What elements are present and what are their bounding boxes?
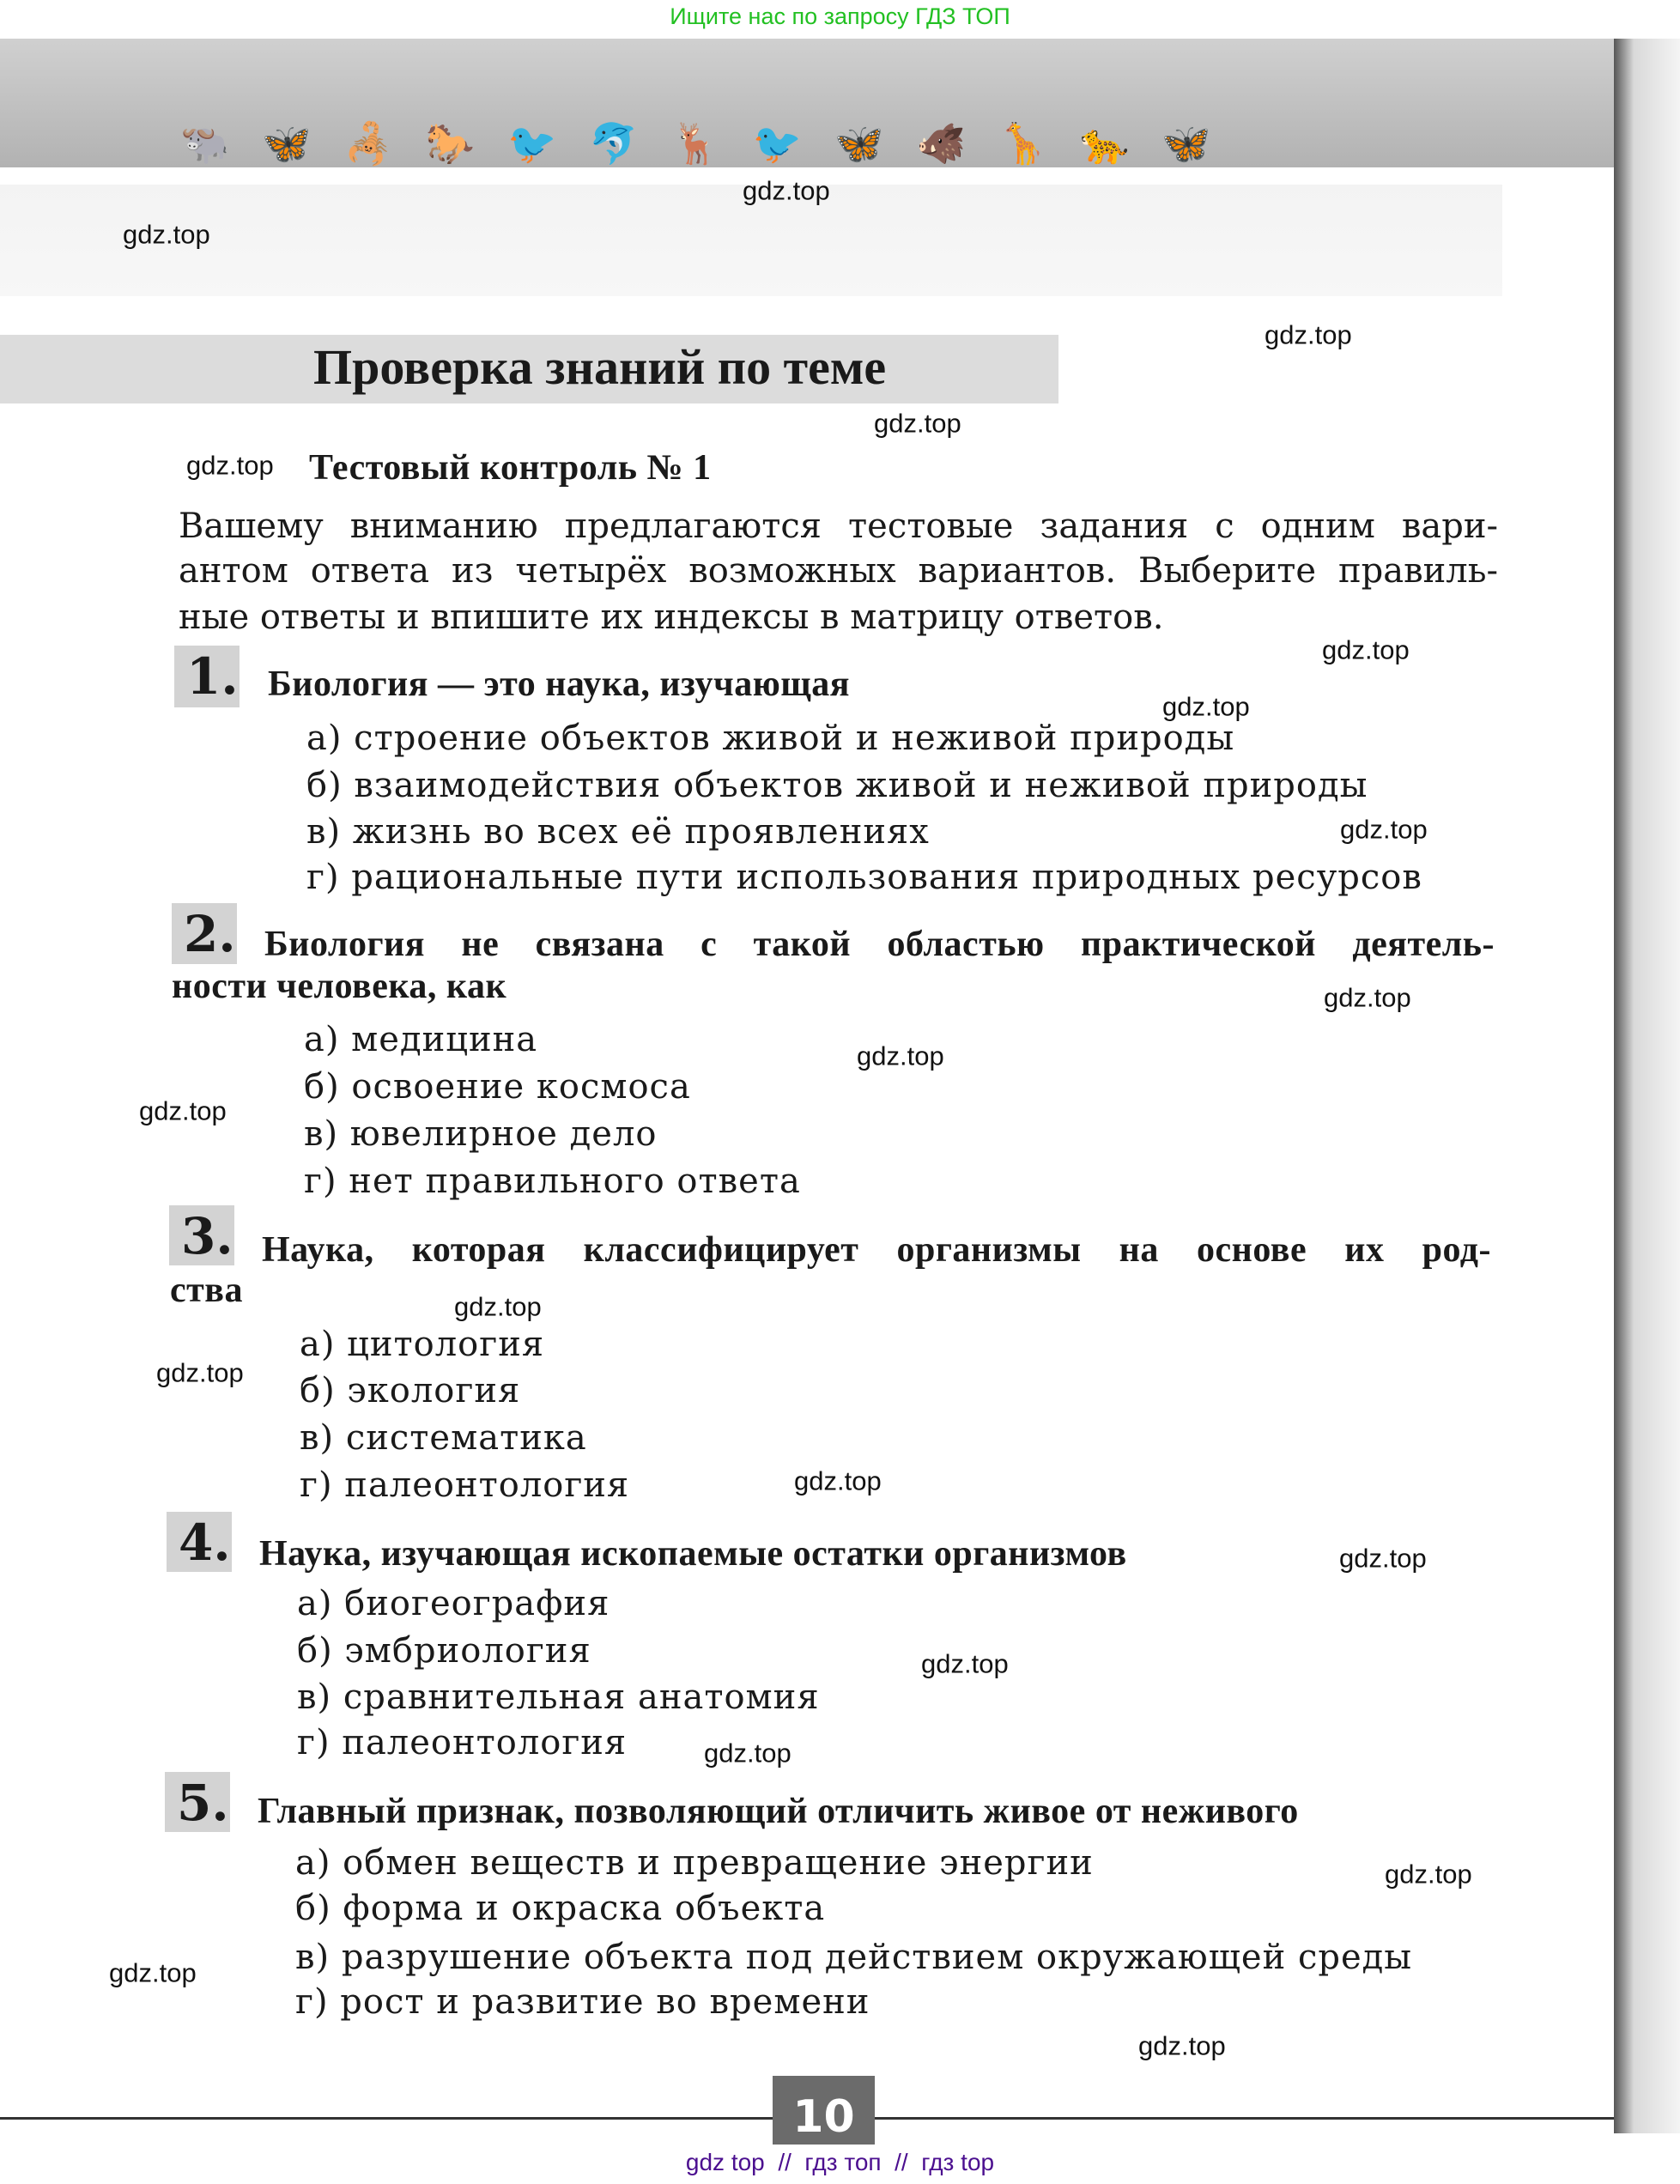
test-subtitle: Тестовый контроль № 1	[309, 447, 712, 488]
question-text: Главный признак, позволяющий отличить живое от неживого	[258, 1791, 1299, 1831]
intro-line: ные ответы и впишите их индексы в матрицу ответов.	[179, 598, 1164, 637]
answer-option[interactable]: в) ювелирное дело	[304, 1114, 658, 1154]
watermark[interactable]: gdz.top	[123, 219, 210, 250]
watermark[interactable]: gdz.top	[1340, 814, 1428, 845]
answer-option[interactable]: в) систематика	[300, 1418, 587, 1458]
answer-option[interactable]: б) экология	[300, 1371, 521, 1410]
intro-line: Вашему вниманию предлагаются тестовые задания с одним вари-	[179, 507, 1498, 546]
watermark[interactable]: gdz.top	[1324, 982, 1411, 1013]
watermark[interactable]: gdz.top	[1339, 1543, 1427, 1574]
answer-option[interactable]: а) обмен веществ и превращение энергии	[295, 1843, 1094, 1883]
animal-silhouettes-icon: 🐃🦋🦂🐎🐦🐬🦌🐦🦋🐗🦒🐆🦋	[180, 120, 1244, 167]
watermark[interactable]: gdz.top	[704, 1738, 791, 1768]
question-number: 3.	[169, 1205, 234, 1265]
question-number: 5.	[165, 1772, 230, 1832]
answer-option[interactable]: б) форма и окраска объекта	[295, 1889, 826, 1928]
question-text: Наука, которая классифицирует организмы на основе их род-	[262, 1229, 1491, 1270]
answer-option[interactable]: б) эмбриология	[297, 1631, 591, 1671]
answer-option[interactable]: г) рациональные пути использования природных ресурсов	[306, 858, 1422, 897]
watermark[interactable]: gdz.top	[1265, 319, 1352, 350]
answer-option[interactable]: б) взаимодействия объектов живой и неживой природы	[306, 766, 1368, 805]
page-title: Проверка знаний по теме	[313, 339, 887, 396]
answer-option[interactable]: г) палеонтология	[300, 1465, 630, 1505]
watermark[interactable]: gdz.top	[1162, 691, 1250, 722]
footer-links[interactable]: gdz top // гдз топ // гдз top	[685, 2149, 995, 2175]
watermark[interactable]: gdz.top	[1138, 2030, 1226, 2061]
watermark[interactable]: gdz.top	[454, 1291, 542, 1322]
watermark[interactable]: gdz.top	[139, 1095, 227, 1126]
question-text: Наука, изучающая ископаемые остатки организмов	[259, 1533, 1127, 1574]
question-text: Биология не связана с такой областью практической деятель-	[264, 924, 1495, 964]
watermark[interactable]: gdz.top	[109, 1957, 197, 1988]
question-text: ности человека, как	[172, 966, 507, 1006]
watermark[interactable]: gdz.top	[1385, 1859, 1472, 1890]
answer-option[interactable]: а) цитология	[300, 1325, 545, 1364]
watermark[interactable]: gdz.top	[794, 1465, 882, 1496]
question-number: 1.	[174, 646, 240, 707]
answer-option[interactable]: г) нет правильного ответа	[304, 1162, 801, 1201]
intro-line: антом ответа из четырёх возможных вариантов. Выберите правиль-	[179, 551, 1498, 591]
watermark[interactable]: gdz.top	[857, 1040, 944, 1071]
answer-option[interactable]: в) разрушение объекта под действием окружающей среды	[295, 1938, 1413, 1977]
watermark[interactable]: gdz.top	[743, 175, 830, 206]
answer-option[interactable]: в) жизнь во всех её проявлениях	[306, 812, 930, 852]
page-number: 10	[773, 2076, 875, 2145]
answer-option[interactable]: г) палеонтология	[297, 1723, 628, 1762]
answer-option[interactable]: б) освоение космоса	[304, 1067, 691, 1107]
answer-option[interactable]: а) строение объектов живой и неживой природы	[306, 719, 1235, 758]
watermark[interactable]: gdz.top	[156, 1357, 244, 1388]
answer-option[interactable]: а) биогеография	[297, 1584, 610, 1623]
watermark[interactable]: gdz.top	[186, 450, 274, 481]
page-edge	[1614, 39, 1680, 2133]
question-number: 2.	[172, 903, 237, 964]
question-number: 4.	[167, 1512, 232, 1572]
watermark[interactable]: gdz.top	[921, 1648, 1009, 1679]
answer-option[interactable]: г) рост и развитие во времени	[295, 1982, 870, 2022]
answer-option[interactable]: в) сравнительная анатомия	[297, 1677, 820, 1717]
watermark[interactable]: gdz.top	[1322, 634, 1410, 665]
question-text: ства	[170, 1270, 243, 1310]
answer-option[interactable]: а) медицина	[304, 1020, 538, 1059]
top-banner[interactable]: Ищите нас по запросу ГДЗ ТОП	[670, 3, 1010, 29]
watermark[interactable]: gdz.top	[874, 408, 961, 439]
question-text: Биология — это наука, изучающая	[268, 664, 850, 704]
